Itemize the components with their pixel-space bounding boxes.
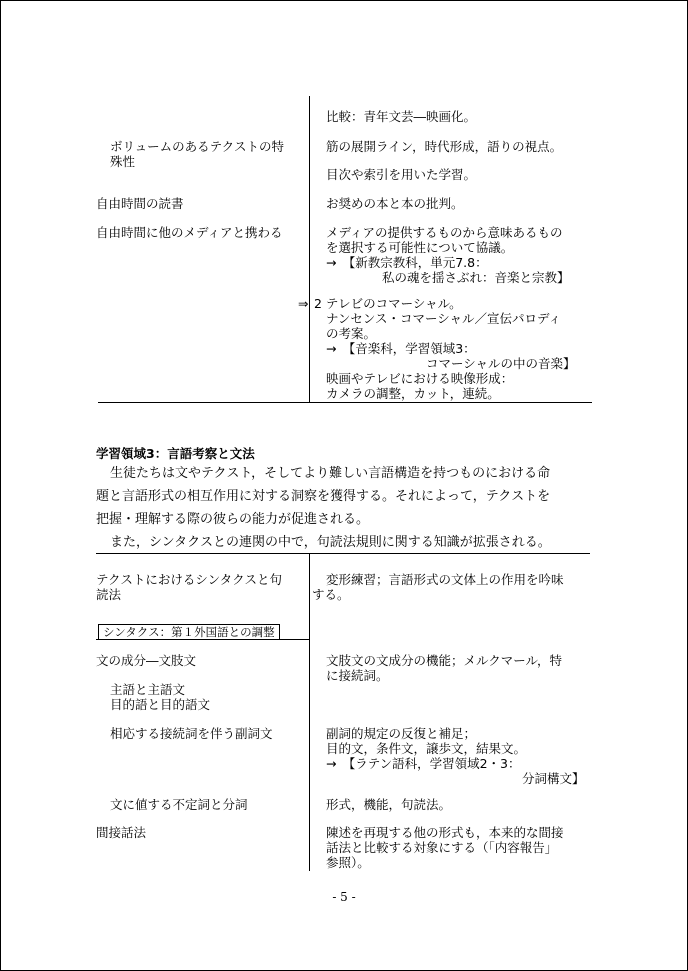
table-row-left: 自由時間の読書 [96, 196, 184, 211]
table-2-top-rule [96, 553, 590, 554]
table-1-divider [309, 96, 310, 402]
syntax-label-box: シンタクス：第１外国語との調整 [98, 624, 280, 640]
table-1-bottom-rule [98, 402, 592, 403]
table-row-left: ボリュームのあるテクストの特 殊性 [110, 139, 285, 169]
table-2-divider [309, 553, 310, 871]
table-row-left: 文の成分―文肢文 [96, 653, 197, 668]
table-row-left: 文に値する不定詞と分詞 [110, 797, 248, 812]
table-row-right: 文肢文の文成分の機能；メルクマール，特 に接続詞。 [326, 653, 563, 683]
table-row-right: 陳述を再現する他の形式も，本来的な間接 話法と比較する対象にする（「内容報告」 参照）。 [326, 825, 564, 870]
page-number: - 5 - [332, 890, 356, 904]
arrow-marker: ⇒ [298, 296, 309, 311]
table-row-right: 形式，機能，句読法。 [326, 797, 452, 812]
table-row-right: 目次や索引を用いた学習。 [326, 167, 477, 182]
table-row-left: テクストにおけるシンタクスと句 読法 [96, 572, 282, 602]
table-row-left: 相応する接続詞を伴う副詞文 [110, 726, 273, 741]
section-body: 生徒たちは文やテクスト，そしてより難しい言語構造を持つものにおける命 題と言語形式の相互作用に対する洞察を獲得する。それによって，テクストを 把握・理解する際の彼らの能力が促進される。 また，シンタクスとの連関の中で，句読法規則に関する知識が拡張される。 [96, 466, 551, 550]
table-row-right: 2 テレビのコマーシャル。 ナンセンス・コマーシャル／宣伝パロディ の考案。 → 【音楽科，学習領域3： コマーシャルの中の音楽】 映画やテレビにおける映像形成： カメラの調整，カット，連続。 [314, 296, 576, 401]
table-row-left: 主語と主語文 目的語と目的語文 [110, 682, 211, 712]
table-row-left: 自由時間に他のメディアと携わる [96, 225, 283, 240]
table-row-right: 筋の展開ライン，時代形成，語りの視点。 [326, 139, 563, 154]
table-row-right: 変形練習；言語形式の文体上の作用を吟味 する。 [312, 572, 564, 602]
table-row-right: お奨めの本と本の批判。 [326, 196, 464, 211]
label-box-rule [96, 639, 310, 640]
table-row-left: 間接話法 [96, 825, 147, 840]
section-heading: 学習領域3：言語考察と文法 [96, 446, 255, 461]
table-row-right: 比較：青年文芸―映画化。 [326, 109, 477, 124]
table-row-right: メディアの提供するものから意味あるもの を選択する可能性について協議。 → 【新教宗教科，単元7.8： 私の魂を揺さぶれ：音楽と宗教】 [326, 225, 570, 285]
table-row-right: 副詞的規定の反復と補足； 目的文，条件文，譲歩文，結果文。 → 【ラテン語科，学習領域2・3： 分詞構文】 [326, 726, 585, 786]
